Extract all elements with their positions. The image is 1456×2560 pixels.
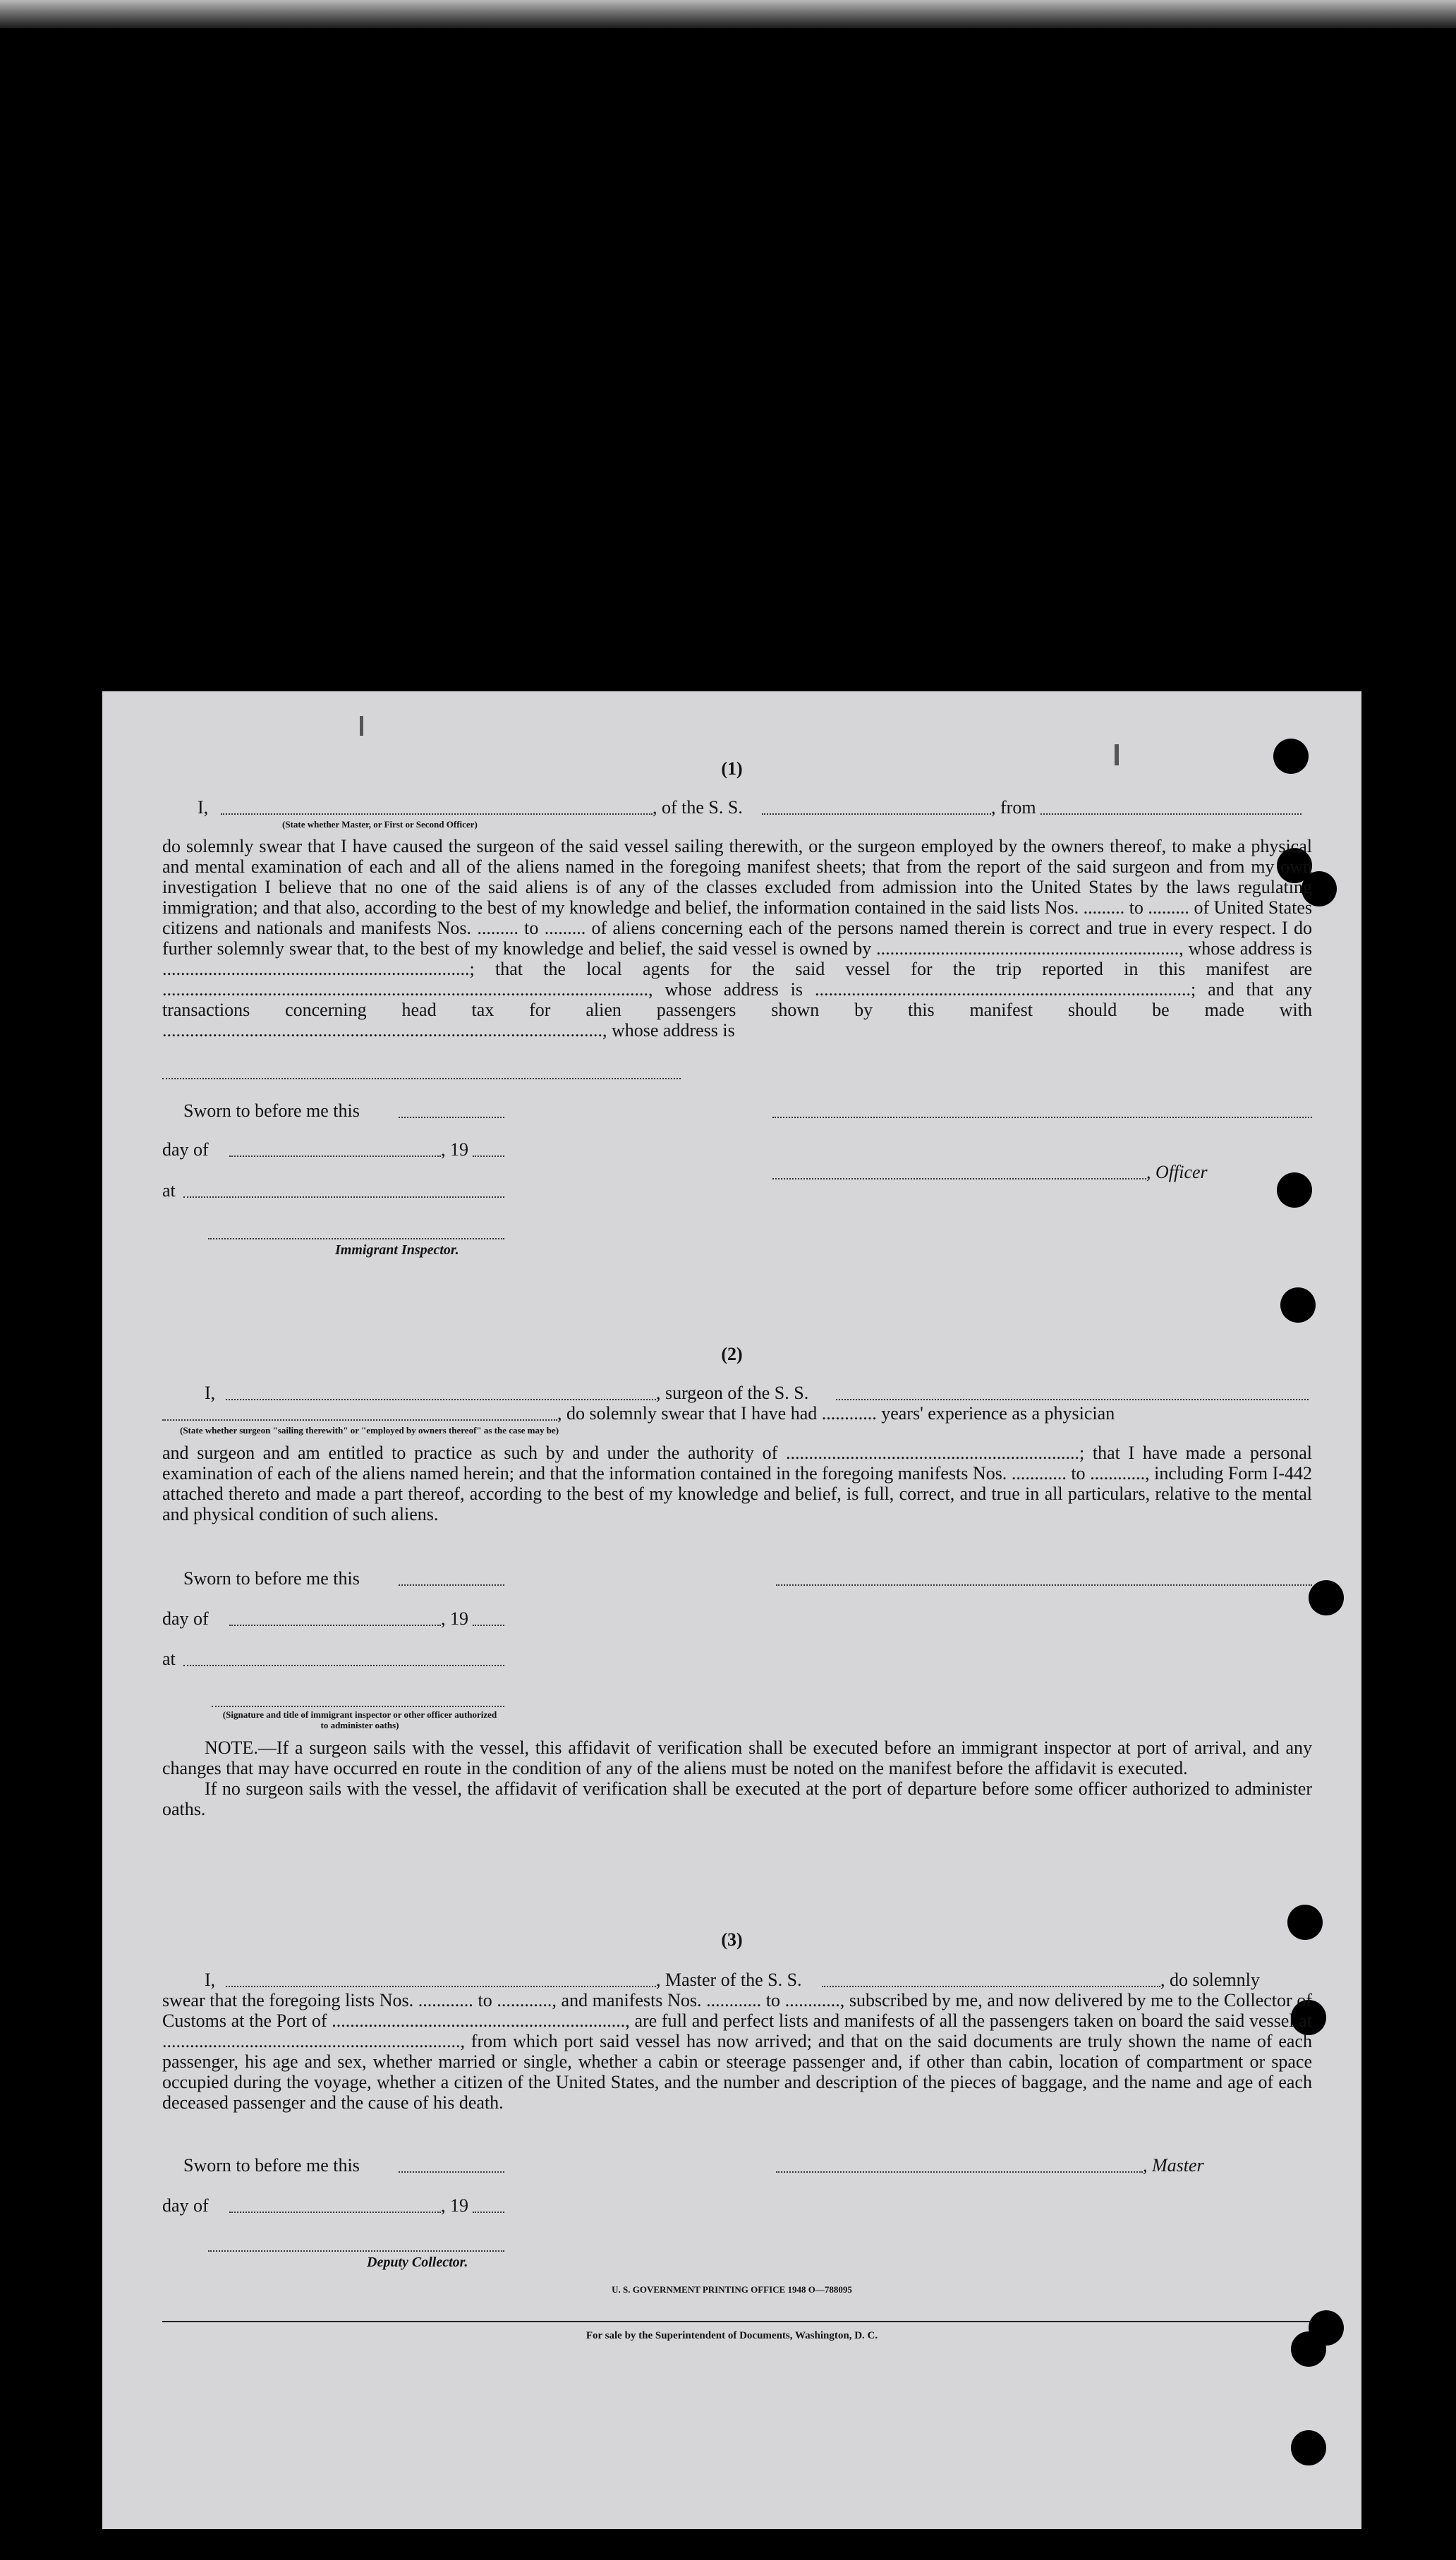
day-of-field-1[interactable] xyxy=(229,1155,441,1157)
collector-title: Deputy Collector. xyxy=(367,2255,468,2270)
collector-signature-field[interactable] xyxy=(208,2250,504,2252)
inspector-signature-field[interactable] xyxy=(208,1238,504,1239)
note-surgeon-sails: NOTE.—If a surgeon sails with the vessel, this affidavit of verification shall be executed before an immigrant inspector at port of arrival, and any changes that may have occurred en route in the condition of any of the aliens must be noted on the manifest before the affidavit is executed. xyxy=(162,1737,1312,1778)
vessel-name-field[interactable] xyxy=(762,813,991,815)
surgeon-of-label: , surgeon of the S. S. xyxy=(656,1383,809,1403)
do-solemnly-label: , do solemnly xyxy=(1160,1970,1260,1990)
section-1-oath-text xyxy=(162,836,1312,1041)
day-of-label-1: day of xyxy=(162,1139,209,1160)
year-field-3[interactable] xyxy=(473,2212,504,2213)
surgeon-vessel-field[interactable] xyxy=(836,1399,1309,1400)
officer-label-signature: , Officer xyxy=(1146,1162,1208,1182)
sworn-date-field-2[interactable] xyxy=(399,1584,504,1586)
sworn-label-1: Sworn to before me this xyxy=(183,1100,360,1121)
officer-rank-note: (State whether Master, or First or Second Officer) xyxy=(282,819,478,830)
section-3-oath-text xyxy=(162,1990,1312,2113)
surgeon-note xyxy=(162,1737,1312,1819)
ink-mark xyxy=(360,716,363,736)
officer-label: I, xyxy=(198,797,209,818)
master-of-label: , Master of the S. S. xyxy=(656,1970,802,1990)
sale-notice: For sale by the Superintendent of Documents, Washington, D. C. xyxy=(586,2330,878,2341)
at-field-1[interactable] xyxy=(183,1196,504,1198)
agent-address-field[interactable] xyxy=(162,1078,681,1079)
surgeon-status-field[interactable] xyxy=(162,1419,557,1421)
day-of-label-3: day of xyxy=(162,2195,209,2216)
year-label-2: , 19 xyxy=(441,1608,468,1629)
at-field-2[interactable] xyxy=(183,1665,504,1666)
punch-hole xyxy=(1277,1172,1312,1208)
surgeon-signature-field[interactable] xyxy=(776,1584,1312,1586)
at-label-2: at xyxy=(162,1649,176,1669)
surgeon-experience-line: , do solemnly swear that I have had ............ years' experience as a physician xyxy=(557,1403,1115,1424)
officer-signature-field[interactable] xyxy=(772,1117,1312,1118)
section-3-number: (3) xyxy=(721,1929,743,1950)
year-label-1: , 19 xyxy=(441,1139,468,1160)
day-of-field-2[interactable] xyxy=(229,1625,441,1626)
from-label: , from xyxy=(991,797,1036,818)
day-of-field-3[interactable] xyxy=(229,2212,441,2213)
section-1-number: (1) xyxy=(721,758,743,779)
footer-rule xyxy=(162,2321,1312,2322)
surgeon-status-note: (State whether surgeon "sailing therewith" or "employed by owners thereof" as the case may be) xyxy=(180,1425,559,1436)
section-2-body: and surgeon and am entitled to practice as such by and under the authority of ................................................................; that I have made a personal examination of each of the aliens named herein; and that the information contained in the foregoing manifests Nos. ............ to ............, including Form I-442 attached thereto and made a part thereof, according to the best of my knowledge and belief, is full, correct, and true in all particulars, relative to the mental and physical condition of such aliens. xyxy=(162,1443,1312,1524)
note-no-surgeon: If no surgeon sails with the vessel, the affidavit of verification shall be executed at the port of departure before some officer authorized to administer oaths. xyxy=(162,1778,1312,1819)
surgeon-pre-label: I, xyxy=(205,1383,216,1403)
officer-title-field[interactable] xyxy=(772,1178,1146,1179)
sworn-label-3: Sworn to before me this xyxy=(183,2155,360,2176)
inspector-title: Immigrant Inspector. xyxy=(335,1242,459,1258)
master-signature-field[interactable] xyxy=(776,2171,1143,2173)
sworn-date-field-1[interactable] xyxy=(399,1117,504,1118)
master-pre-label: I, xyxy=(205,1970,216,1990)
punch-hole xyxy=(1309,1580,1344,1615)
officer-name-field[interactable] xyxy=(221,813,653,815)
printer-imprint: U. S. GOVERNMENT PRINTING OFFICE 1948 O—788095 xyxy=(612,2284,852,2295)
vessel-label: , of the S. S. xyxy=(653,797,743,818)
master-label-signature: , Master xyxy=(1143,2155,1204,2176)
master-vessel-field[interactable] xyxy=(822,1986,1160,1987)
at-label-1: at xyxy=(162,1180,176,1201)
section-2-number: (2) xyxy=(721,1344,743,1364)
punch-hole xyxy=(1280,1287,1316,1323)
section-3-body: swear that the foregoing lists Nos. ............ to ............, and manifests Nos. ............ to ............, subscribed by me, and now delivered by me to the Collector of Customs at the Port of ................................................................, are full and perfect lists and manifests of all the passengers taken on board the said vessel at ................................................................., from which port said vessel has now arrived; and that on the said documents are truly shown the name of each passenger, his age and sex, whether married or single, whether a cabin or steerage passenger and, if other than cabin, location of compartment or space occupied during the voyage, whether a citizen of the United States, and the number and description of the pieces of baggage, and the name and age of each deceased passenger and the cause of his death. xyxy=(162,1990,1312,2113)
manifest-affidavit-page xyxy=(102,691,1361,2529)
sworn-date-field-3[interactable] xyxy=(399,2171,504,2173)
punch-hole xyxy=(1291,2430,1326,2465)
surgeon-name-field[interactable] xyxy=(226,1399,656,1400)
section-1-first-line xyxy=(198,797,208,818)
section-1-body: do solemnly swear that I have caused the surgeon of the said vessel sailing therewith, or the surgeon employed by the owners thereof, to make a physical and mental examination of each and all of the aliens named in the foregoing manifest sheets; that from the report of the said surgeon and from my own investigation I believe that no one of the said aliens is of any of the classes excluded from admission into the United States by the laws regulating immigration; and that also, according to the best of my knowledge and belief, the information contained in the said lists Nos. ......... to ......... of United States citizens and nationals and manifests Nos. ......... to ......... of aliens concerning each of the persons named therein is correct and true in every respect. I do further solemnly swear that, to the best of my knowledge and belief, the said vessel is owned by .................................................................., whose address is ...................................................................; that the local agents for the said vessel for the trip reported in this manifest are .........................................................................................................., whose address is ..................................................................................; and that any transactions concerning head tax for alien passengers shown by this manifest should be made with ................................................................................................, whose address is xyxy=(162,836,1312,1041)
sworn-label-2: Sworn to before me this xyxy=(183,1568,360,1589)
authorized-signature-note: (Signature and title of immigrant inspector or other officer authorized to administer oaths) xyxy=(222,1709,497,1730)
authorized-signature-field[interactable] xyxy=(212,1706,504,1707)
from-port-field[interactable] xyxy=(1041,813,1302,815)
day-of-label-2: day of xyxy=(162,1608,209,1629)
scan-top-strip xyxy=(0,0,1456,28)
master-name-field[interactable] xyxy=(226,1986,656,1987)
year-field-2[interactable] xyxy=(473,1625,504,1626)
year-label-3: , 19 xyxy=(441,2195,468,2216)
section-2-oath-text xyxy=(162,1443,1312,1524)
year-field-1[interactable] xyxy=(473,1155,504,1157)
